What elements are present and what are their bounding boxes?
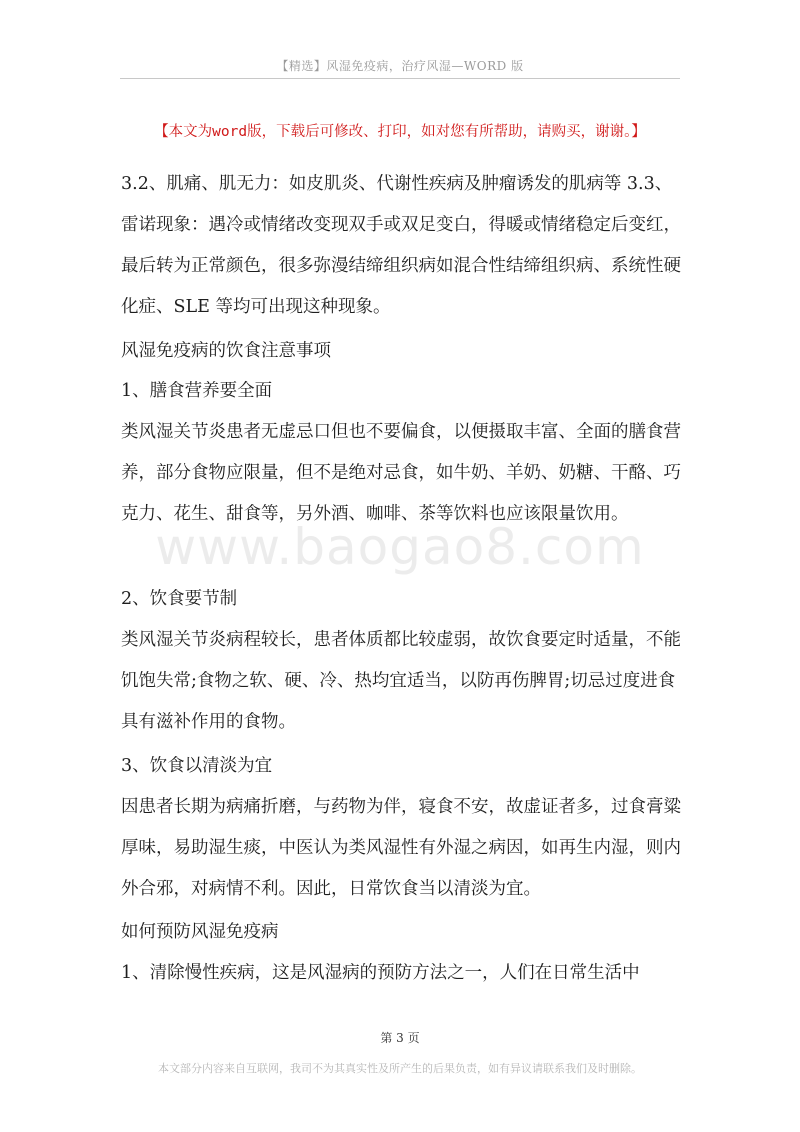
- heading-prevention: 如何预防风湿免疫病: [121, 922, 279, 942]
- heading-diet-notes: 风湿免疫病的饮食注意事项: [121, 341, 331, 361]
- paragraph-balanced-nutrition: 类风湿关节炎患者无虚忌口但也不要偏食，以便摄取丰富、全面的膳食营养，部分食物应限量，但不是绝对忌食，如牛奶、羊奶、奶糖、干酪、巧克力、花生、甜食等，另外酒、咖啡、茶等饮料也应该限量饮用。: [121, 422, 681, 524]
- watermark: www.baogao8.com: [155, 518, 645, 576]
- paragraph-prevention: 1、清除慢性疾病，这是风湿病的预防方法之一，人们在日常生活中: [121, 963, 640, 983]
- header-divider: [120, 78, 680, 79]
- heading-diet-moderation: 2、饮食要节制: [121, 589, 238, 609]
- paragraph-diet-moderation: 类风湿关节炎病程较长，患者体质都比较虚弱，故饮食要定时适量，不能饥饱失常;食物之软、硬、冷、热均宜适当，以防再伤脾胃;切忌过度进食具有滋补作用的食物。: [121, 630, 681, 732]
- paragraph-light-diet: 因患者长期为病痛折磨，与药物为伴，寝食不安，故虚证者多，过食膏粱厚味，易助湿生痰，中医认为类风湿性有外湿之病因，如再生内湿，则内外合邪，对病情不利。因此，日常饮食当以清淡为宜。: [121, 797, 681, 899]
- heading-light-diet: 3、饮食以清淡为宜: [121, 756, 273, 776]
- heading-balanced-nutrition: 1、膳食营养要全面: [121, 381, 273, 401]
- header-title: 【精选】风湿免疫病，治疗风湿—WORD 版: [276, 59, 524, 73]
- paragraph-symptoms: 3.2、肌痛、肌无力：如皮肌炎、代谢性疾病及肿瘤诱发的肌病等 3.3、雷诺现象：遇冷或情绪改变现双手或双足变白，得暖或情绪稳定后变红，最后转为正常颜色，很多弥漫结缔组织病如混合性结缔组织病、系统性硬化症、SLE 等均可出现这种现象。: [121, 174, 681, 317]
- footer-disclaimer: 本文部分内容来自互联网，我司不为其真实性及所产生的后果负责，如有异议请联系我们及时删除。: [158, 1062, 642, 1075]
- page-number: 第 3 页: [380, 1031, 420, 1045]
- purchase-notice: 【本文为word版，下载后可修改、打印，如对您有所帮助，请购买，谢谢。】: [154, 124, 646, 140]
